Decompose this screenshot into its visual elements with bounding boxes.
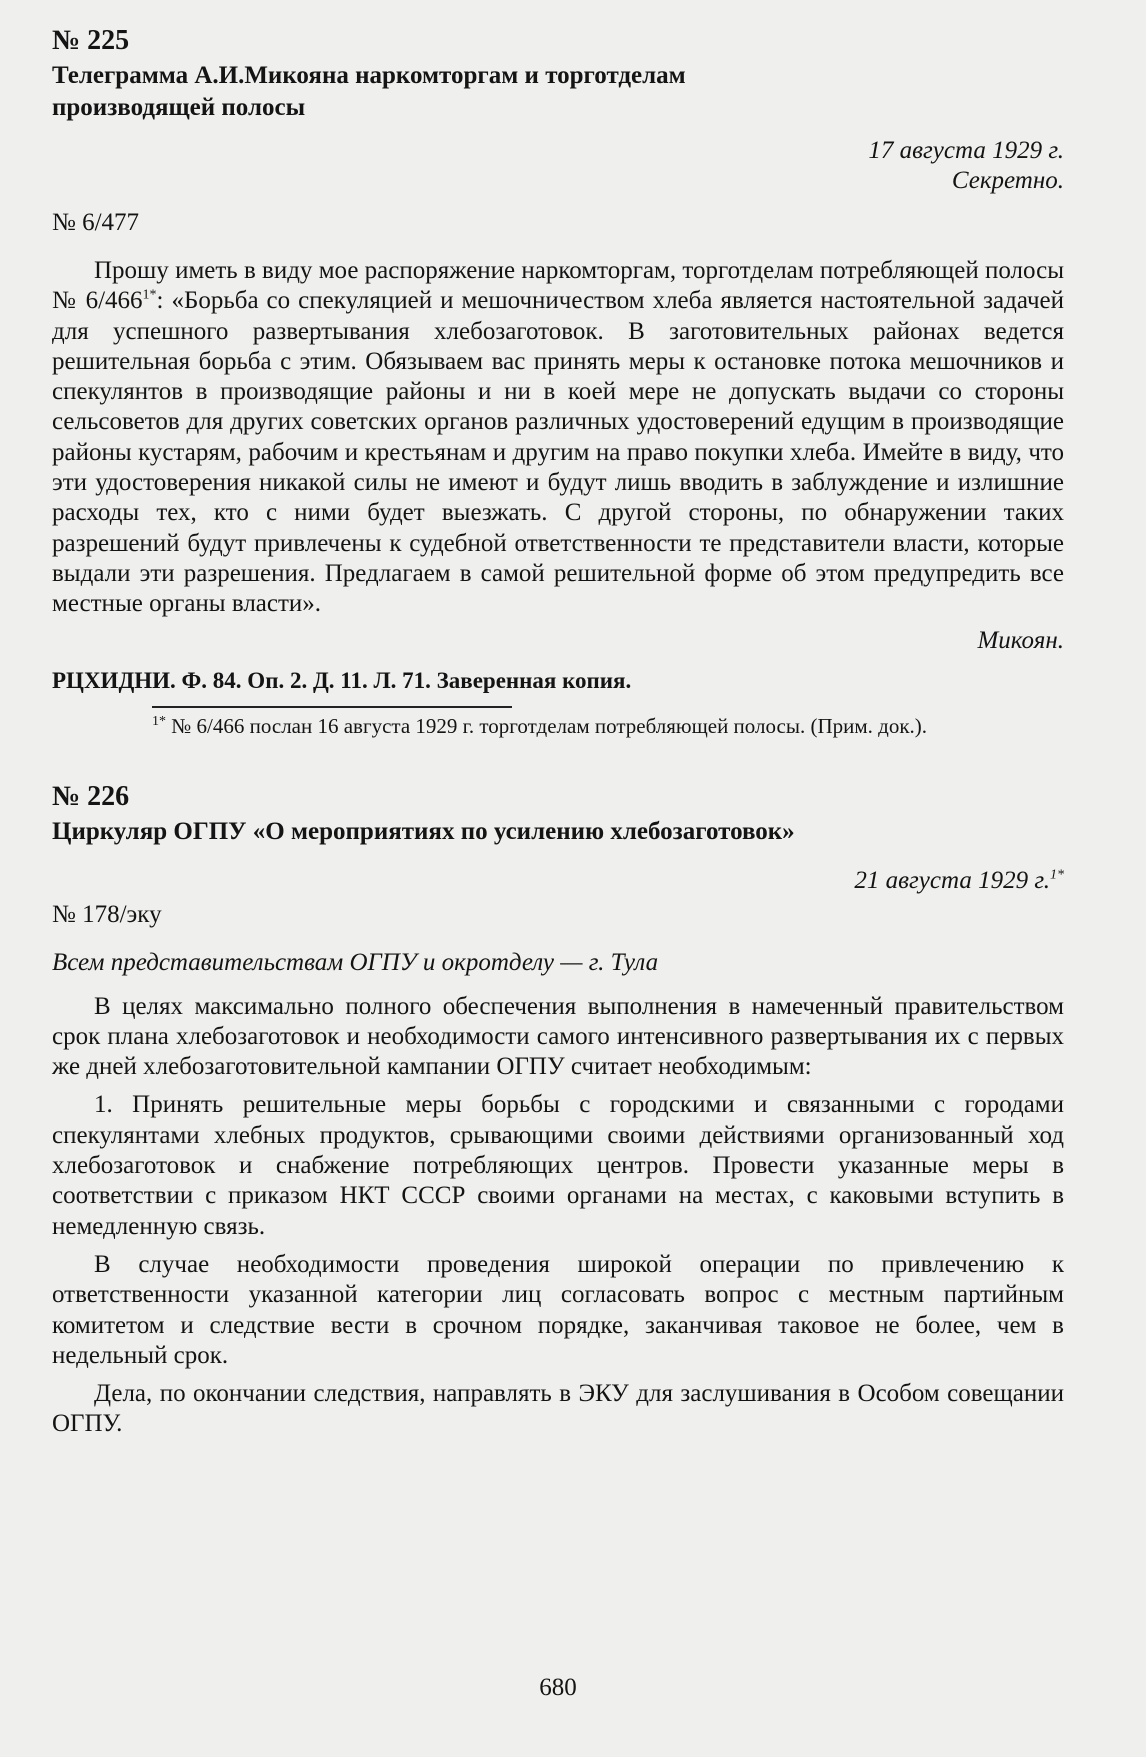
doc-225-date: 17 августа 1929 г.: [868, 137, 1064, 164]
doc-226-address: Всем представительствам ОГПУ и окротделу — г. Тула: [52, 948, 659, 976]
footnote-text: № 6/466 послан 16 августа 1929 г. торготделам потребляющей полосы. (Прим. док.).: [171, 713, 928, 738]
doc-226-paragraph: 1. Принять решительные меры борьбы с городскими и связанными с городами спекулянтами хлебных продуктов, срывающими своими действиями организованный ход хлебозаготовок и снабжение потребляющих центров. Провести указанные меры в соответствии с приказом НКТ СССР своими органами на местах, с каковыми вступить в немедленную связь.: [52, 1091, 1064, 1240]
doc-225-body-rest: : «Борьба со спекуляцией и мешочничеством хлеба является настоятельной задачей для успешного развертывания хлебозаготовок. В заготовительных районах ведется решительная борьба с этим. Обязываем вас принять меры к остановке потока мешочников и спекулянтов в производящие районы и ни в коей мере не допускать выдачи со стороны сельсоветов для других советских органов различных удостоверений едущим в производящие районы кустарям, рабочим и крестьянам и другим на право покупки хлеба. Имейте в виду, что эти удостоверения никакой силы не имеют и будут лишь вводить в заблуждение и излишние расходы тех, кто с ними будет выезжать. С другой стороны, по обнаружении таких разрешений будут привлечены к судебной ответственности те представители власти, которые выдали эти разрешения. Предлагаем в самой решительной форме об этом предупредить все местные органы власти».: [52, 287, 1064, 618]
doc-225-reg-no: № 6/477: [52, 209, 140, 236]
page: [52, 24, 1064, 1744]
doc-226-reg-no: № 178/эку: [52, 900, 162, 928]
footnote-divider: [152, 706, 512, 708]
doc-225-body-start: Прошу иметь в виду мое распоряжение наркомторгам, торготделам потребляющей полосы № 6/466: [52, 257, 1064, 315]
doc-226-paragraph: В случае необходимости проведения широкой операции по привлечению к ответственности указанной категории лиц согласовать вопрос с местным партийным комитетом и следствие вести в срочном порядке, заканчивая таковое не более, чем в недельный срок.: [52, 1250, 1064, 1369]
doc-226-number: № 226: [52, 780, 130, 812]
doc-225-signature: Микоян.: [977, 626, 1064, 654]
doc-226-date-footnote-ref: 1*: [1050, 867, 1064, 883]
doc-225-title: [52, 60, 1064, 124]
doc-225-title-line2: производящей полосы: [52, 94, 306, 121]
doc-225-number: № 225: [52, 25, 130, 56]
doc-225-footnote: [52, 712, 1064, 740]
doc-226-date: [52, 866, 1064, 896]
doc-226-paragraph: В целях максимально полного обеспечения выполнения в намеченный правительством срок плана хлебозаготовок и необходимости самого интенсивного развертывания их с первых же дней хлебозаготовительной кампании ОГПУ считает необходимым:: [52, 992, 1064, 1081]
doc-225-body: [52, 256, 1064, 620]
document-225: [52, 24, 1064, 740]
doc-225-title-line1: Телеграмма А.И.Микояна наркомторгам и торготделам: [52, 62, 686, 89]
doc-226-date-text: 21 августа 1929 г.: [854, 866, 1050, 894]
doc-225-archive-ref: РЦХИДНИ. Ф. 84. Оп. 2. Д. 11. Л. 71. Заверенная копия.: [52, 667, 632, 693]
doc-225-classification: Секретно.: [951, 167, 1064, 194]
footnote-ref: 1*: [142, 287, 157, 303]
doc-226-paragraph: Дела, по окончании следствия, направлять в ЭКУ для заслушивания в Особом совещании ОГПУ.: [52, 1380, 1064, 1438]
page-number: 680: [539, 1674, 577, 1701]
doc-226-title: Циркуляр ОГПУ «О мероприятиях по усилению хлебозаготовок»: [52, 817, 795, 845]
document-226: [52, 780, 1064, 1440]
footnote-mark: 1*: [152, 713, 166, 729]
